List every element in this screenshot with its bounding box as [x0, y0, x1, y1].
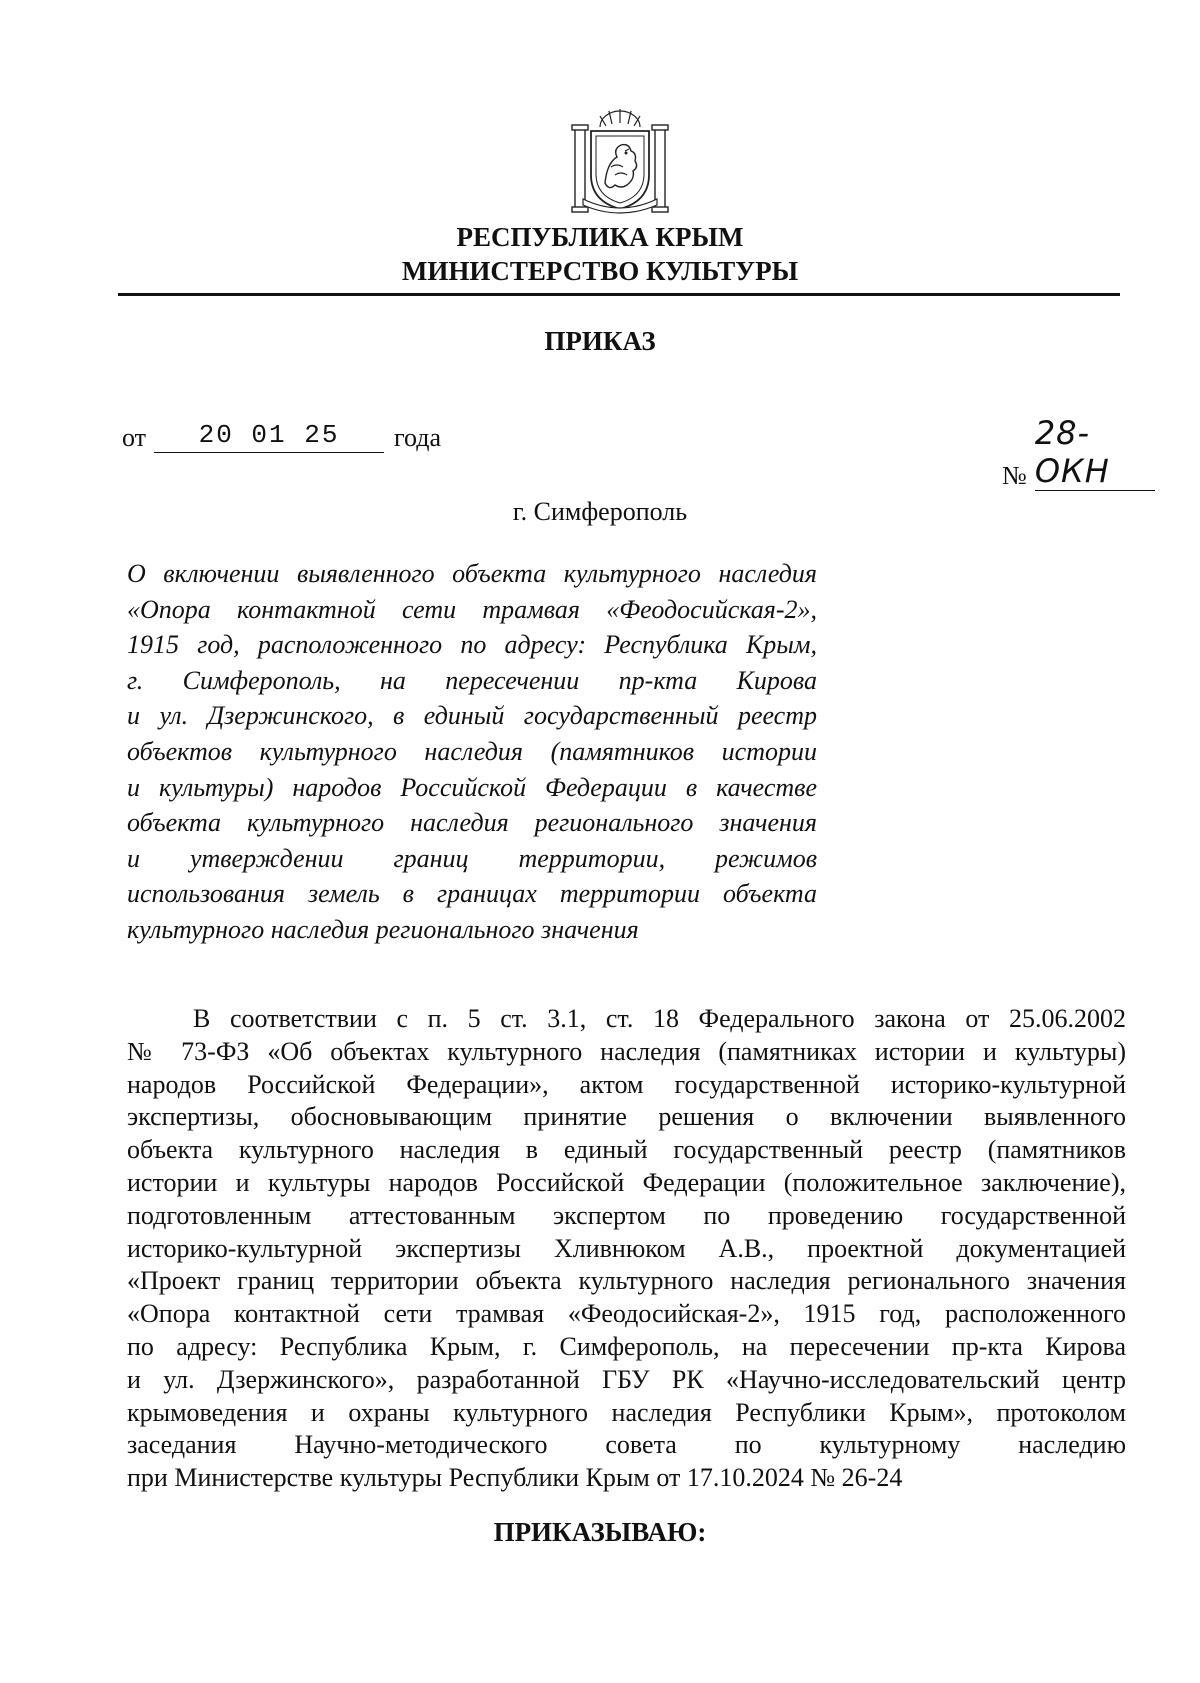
body-line: по адресу: Республика Крым, г. Симферополь, на пересечении пр-кта Кирова — [127, 1331, 1126, 1361]
subject-line: «Опора контактной сети трамвая «Феодосийская-2», — [127, 594, 817, 624]
body-line: объекта культурного наследия в единый государственный реестр (памятников — [127, 1135, 1126, 1165]
subject-line: использования земель в границах территории объекта — [127, 879, 817, 909]
subject-line: объектов культурного наследия (памятников истории — [127, 736, 817, 766]
document-date — [122, 420, 441, 453]
subject-line: и культуры) народов Российской Федерации в качестве — [127, 772, 817, 802]
subject-line: объекта культурного наследия регионального значения — [127, 808, 817, 838]
org-ministry-title: МИНИСТЕРСТВО КУЛЬТУРЫ — [401, 256, 799, 286]
body-line: № 73-ФЗ «Об объектах культурного наследия (памятниках истории и культуры) — [127, 1036, 1126, 1066]
order-preamble — [127, 1003, 1126, 1495]
subject-line: г. Симферополь, на пересечении пр-кта Кирова — [127, 665, 817, 695]
crimea-coat-of-arms-icon — [565, 105, 675, 215]
document-city: г. Симферополь — [512, 497, 688, 526]
body-line: заседания Научно-методического совета по культурному наследию — [127, 1430, 1126, 1460]
body-line: экспертизы, обосновывающим принятие решения о включении выявленного — [127, 1102, 1126, 1132]
body-line: В соответствии с п. 5 ст. 3.1, ст. 18 Федерального закона от 25.06.2002 — [193, 1004, 1126, 1033]
body-line: народов Российской Федерации», актом государственной историко-культурной — [127, 1069, 1126, 1099]
subject-line: и ул. Дзержинского, в единый государственный реестр — [127, 701, 817, 731]
subject-line: 1915 год, расположенного по адресу: Республика Крым, — [127, 630, 817, 660]
order-directive-heading: ПРИКАЗЫВАЮ: — [493, 1517, 707, 1547]
order-subject — [127, 556, 817, 948]
body-line: подготовленным аттестованным экспертом по проведению государственной — [127, 1200, 1126, 1230]
date-value: 20 01 25 — [154, 420, 384, 453]
body-line: «Опора контактной сети трамвая «Феодосийская-2», 1915 год, расположенного — [127, 1299, 1126, 1329]
body-line: «Проект границ территории объекта культурного наследия регионального значения — [127, 1266, 1126, 1296]
header-divider — [118, 293, 1120, 296]
subject-line: О включении выявленного объекта культурного наследия — [127, 559, 817, 588]
body-line: историко-культурной экспертизы Хливнюком А.В., проектной документацией — [127, 1233, 1126, 1263]
document-number — [1002, 414, 1155, 491]
body-line: при Министерстве культуры Республики Крым от 17.10.2024 № 26-24 — [127, 1463, 903, 1493]
number-sign: № — [1002, 461, 1027, 490]
body-line: истории и культуры народов Российской Федерации (положительное заключение), — [127, 1167, 1126, 1197]
document-type-title: ПРИКАЗ — [544, 326, 656, 356]
body-line: крымоведения и охраны культурного наследия Республики Крым», протоколом — [127, 1397, 1126, 1427]
date-suffix: года — [394, 423, 442, 452]
subject-line: и утверждении границ территории, режимов — [127, 843, 817, 873]
date-prefix: от — [122, 423, 147, 452]
subject-line: культурного наследия регионального значения — [127, 914, 639, 944]
org-region-title: РЕСПУБЛИКА КРЫМ — [456, 222, 744, 252]
number-value: 28-ОКН — [1035, 414, 1155, 491]
body-line: и ул. Дзержинского», разработанной ГБУ РК «Научно-исследовательский центр — [127, 1364, 1126, 1394]
